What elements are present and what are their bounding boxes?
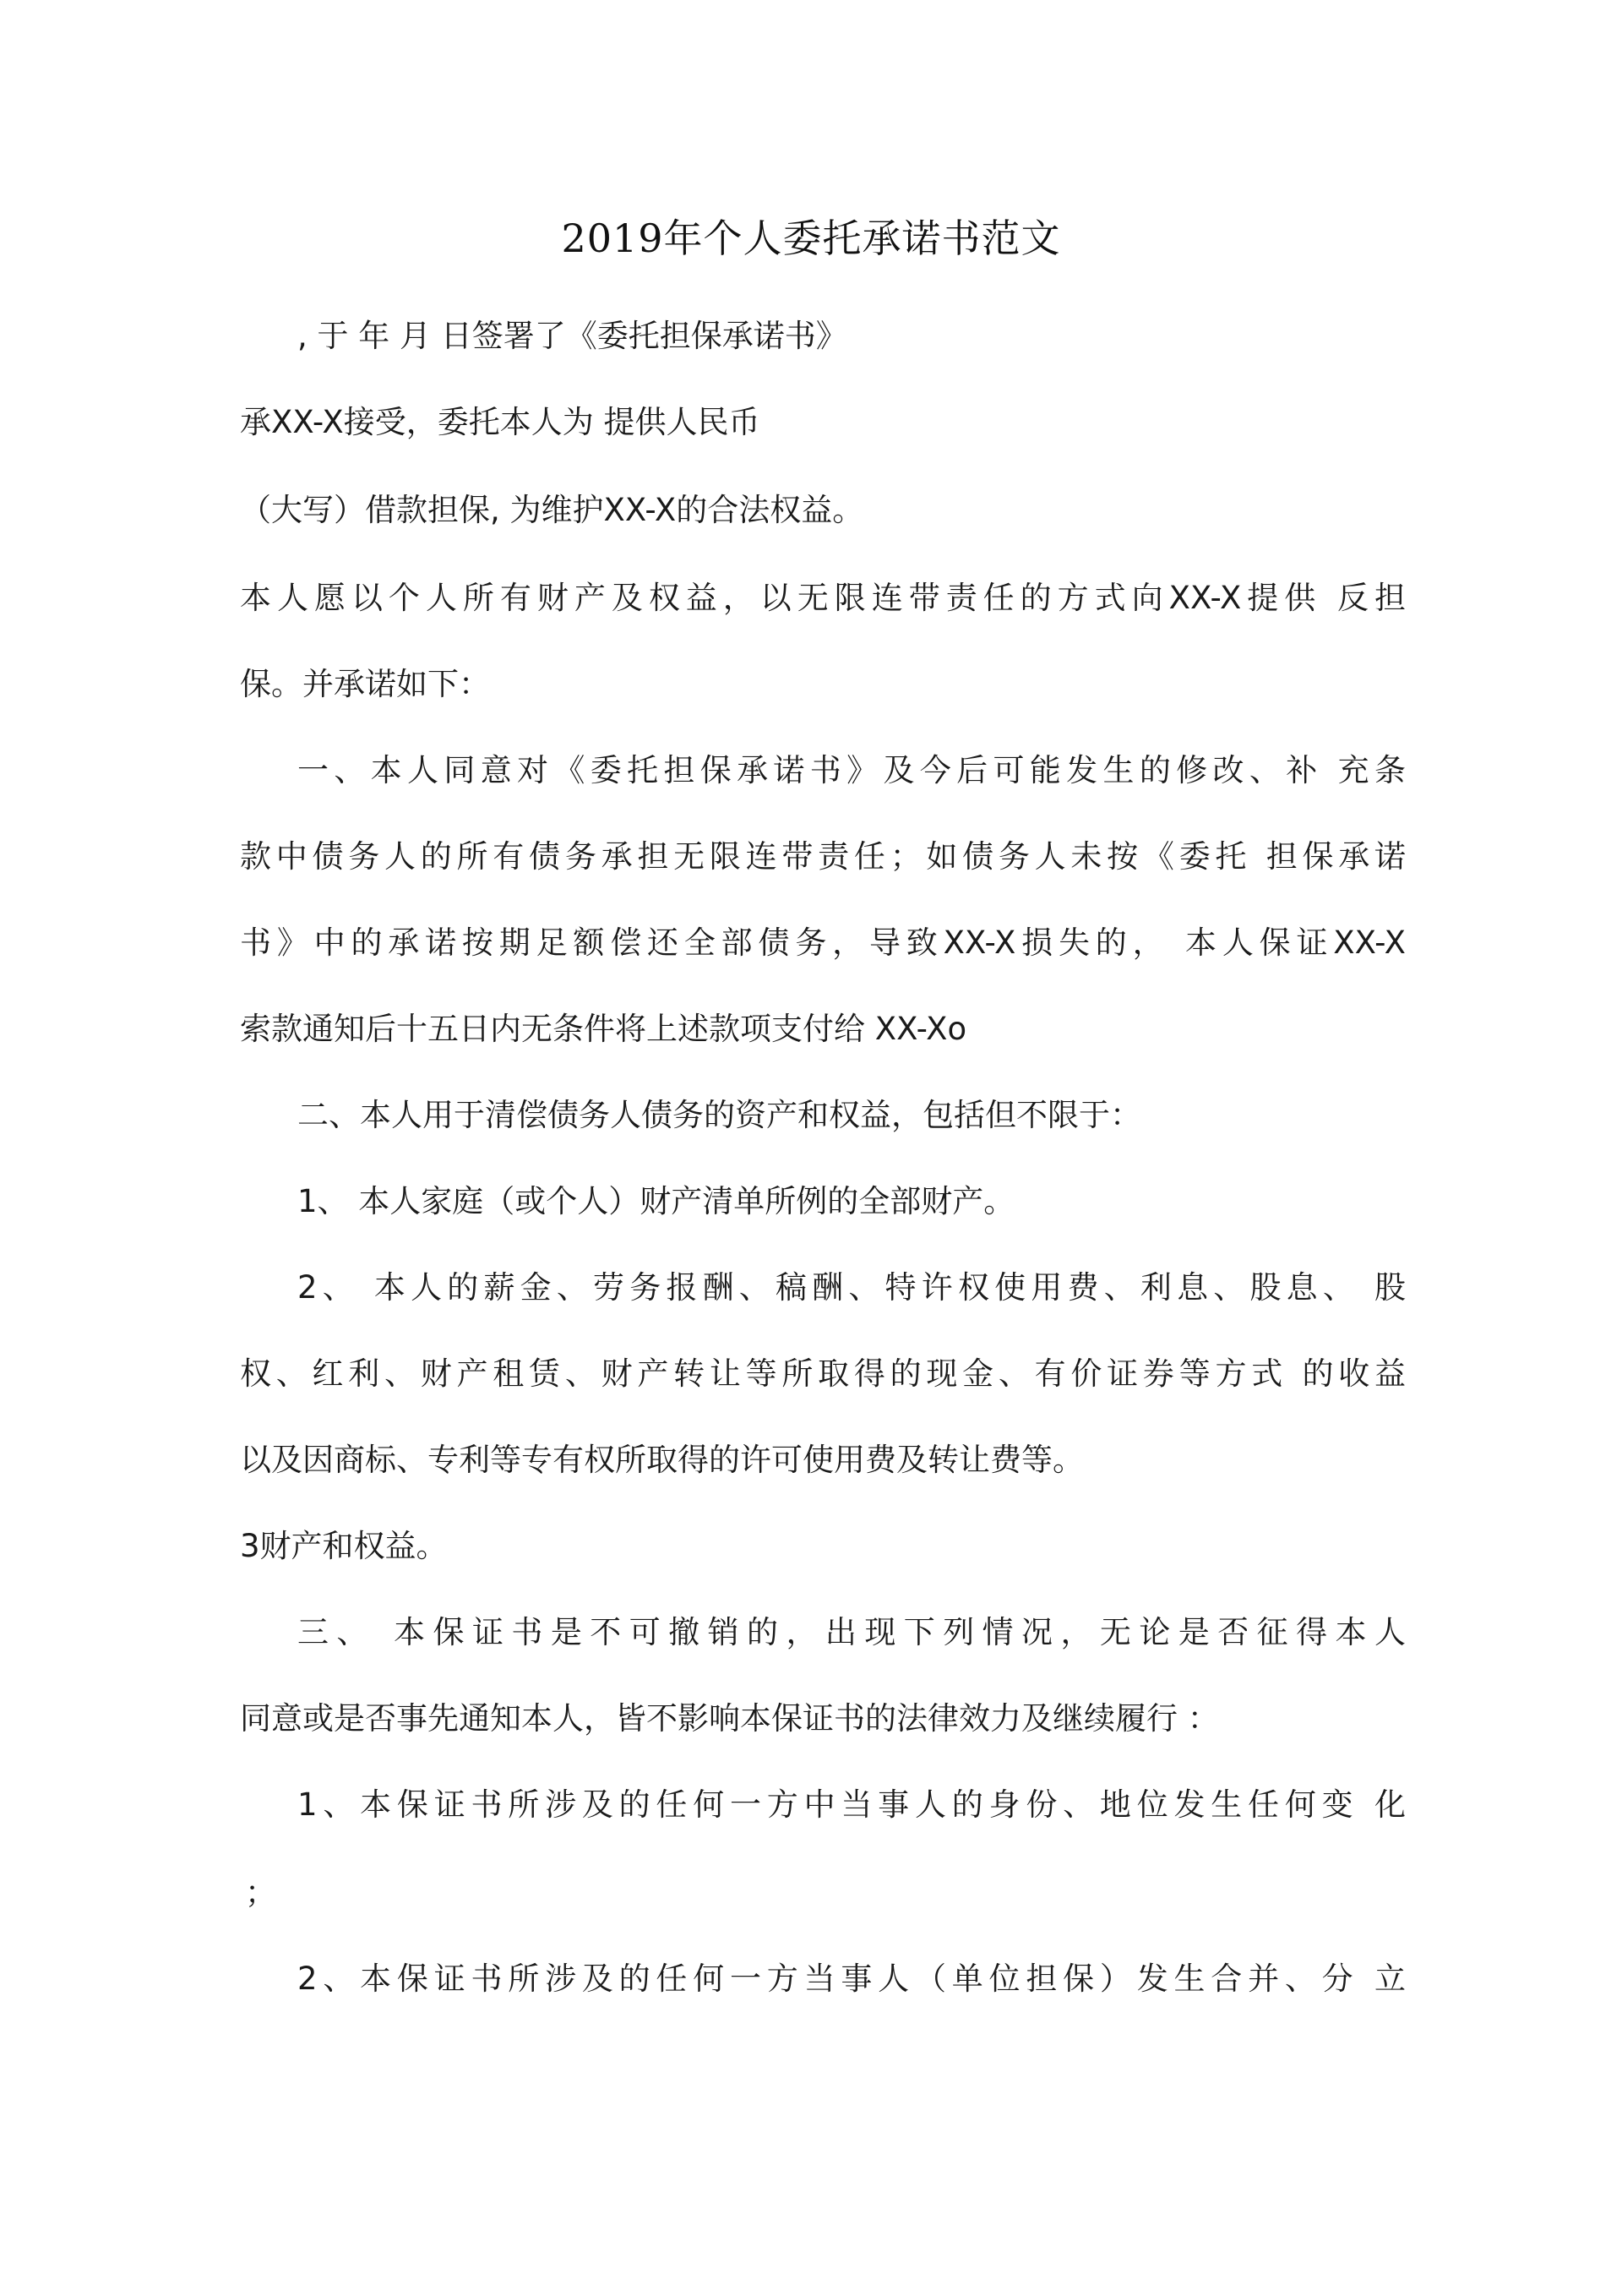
text-line: 索款通知后十五日内无条件将上述款项支付给 XX-Xo [240,1011,967,1047]
text-line: 以及因商标、专利等专有权所取得的许可使用费及转让费等。 [240,1442,1084,1478]
text-line: 三、 本保证书是不可撤销的，出现下列情况，无论是否征得本人 [297,1614,1406,1650]
text-line: 2、 本人的薪金、劳务报酬、稿酬、特许权使用费、利息、股息、 股 [297,1269,1406,1306]
text-line: 2、本保证书所涉及的任何一方当事人（单位担保）发生合并、分 立 [297,1961,1406,1997]
text-line: 本人愿以个人所有财产及权益，以无限连带责任的方式向XX-X提供 反担 [240,580,1406,616]
document-title: 2019年个人委托承诺书范文 [561,215,1061,261]
text-line: 保。并承诺如下： [240,666,490,702]
text-line: 二、本人用于清偿债务人债务的资产和权益，包括但不限于： [297,1097,1141,1133]
text-line: 款中债务人的所有债务承担无限连带责任；如债务人未按《委托 担保承诺 [240,838,1406,875]
text-line: 一、本人同意对《委托担保承诺书》及今后可能发生的修改、补 充条 [297,752,1406,788]
text-line: ； [245,1874,276,1911]
text-line: , 于 年 月 日签署了《委托担保承诺书》 [297,318,847,354]
text-line: 权、红利、财产租赁、财产转让等所取得的现金、有价证券等方式 的收益 [240,1355,1406,1392]
text-line: 书》中的承诺按期足额偿还全部债务，导致XX-X损失的， 本人保证XX-X [240,924,1406,961]
text-line: 同意或是否事先通知本人，皆不影响本保证书的法律效力及继续履行 ： [240,1700,1219,1737]
text-line: 1、 本人家庭（或个人）财产清单所例的全部财产。 [297,1183,1015,1219]
text-line: （大写）借款担保, 为维护XX-X的合法权益。 [240,492,864,528]
text-line: 1、本保证书所涉及的任何一方中当事人的身份、地位发生任何变 化 [297,1786,1406,1823]
text-line: 承XX-X接受，委托本人为 提供人民币 [240,404,760,440]
text-line: 3财产和权益。 [240,1528,448,1564]
